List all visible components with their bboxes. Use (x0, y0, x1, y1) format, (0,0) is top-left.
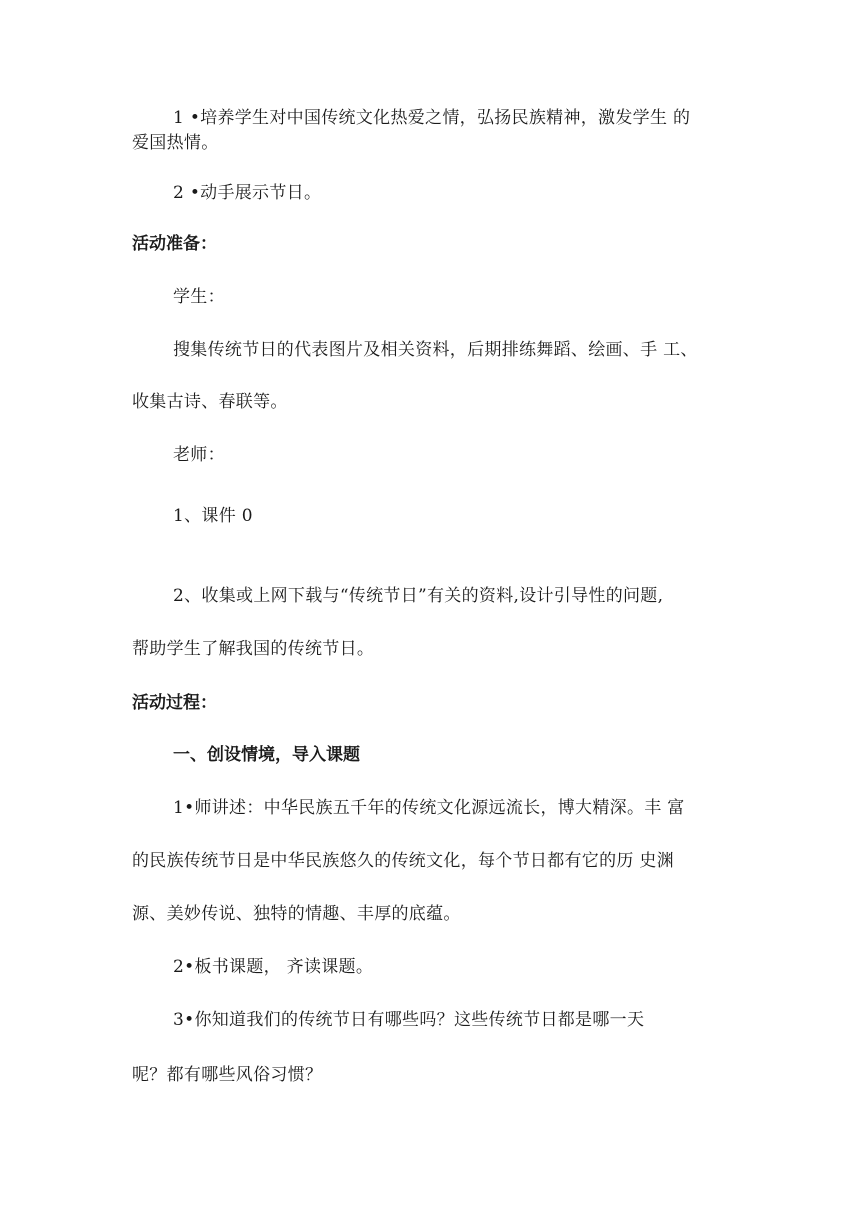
teacher-item-2-line-2: 帮助学生了解我国的传统节日。 (132, 639, 375, 659)
goal-item-1-line-2: 爱国热情。 (132, 133, 219, 153)
goal-item-2: 2 •动手展示节日。 (173, 183, 322, 203)
teacher-item-1: 1、课件 0 (173, 506, 253, 526)
teacher-label: 老师： (173, 445, 225, 465)
process-heading: 活动过程： (132, 693, 217, 713)
section-1-title: 一、创设情境，导入课题 (173, 745, 360, 765)
students-text-line-1: 搜集传统节日的代表图片及相关资料，后期排练舞蹈、绘画、手 工、 (173, 340, 698, 360)
step-3-line-2: 呢？都有哪些风俗习惯？ (132, 1065, 323, 1085)
goal-item-1-line-1: 1 •培养学生对中国传统文化热爱之情，弘扬民族精神，激发学生 的 (173, 108, 691, 128)
teacher-item-2-line-1: 2、收集或上网下载与“传统节日”有关的资料,设计引导性的问题, (173, 586, 664, 606)
step-1-line-3: 源、美妙传说、独特的情趣、丰厚的底蕴。 (132, 904, 461, 924)
students-label: 学生： (173, 287, 225, 307)
students-text-line-2: 收集古诗、春联等。 (132, 392, 288, 412)
step-1-line-2: 的民族传统节日是中华民族悠久的传统文化，每个节日都有它的历 史渊 (132, 851, 675, 871)
step-3-line-1: 3•你知道我们的传统节日有哪些吗？这些传统节日都是哪一天 (173, 1010, 645, 1030)
step-1-line-1: 1•师讲述：中华民族五千年的传统文化源远流长，博大精深。丰 富 (173, 798, 685, 818)
preparation-heading: 活动准备： (132, 234, 217, 254)
step-2: 2•板书课题， 齐读课题。 (173, 957, 374, 977)
